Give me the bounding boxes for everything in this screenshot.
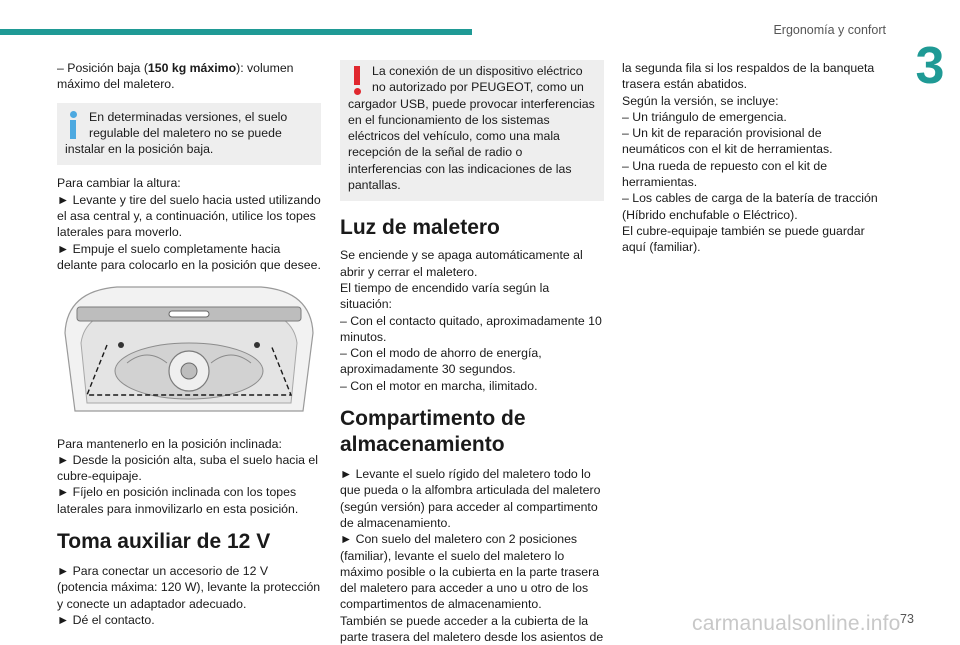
info-note-line: regulable del maletero no se puede <box>89 125 282 140</box>
paragraph: El cubre-equipaje también se puede guardar aquí (familiar). <box>622 223 865 255</box>
watermark: carmanualsonline.info <box>692 612 901 635</box>
step: ► Levante y tire del suelo hacia usted utilizando el asa central y, a continuación, utilice los topes laterales para moverlo. <box>57 192 321 240</box>
info-note <box>57 103 321 166</box>
paragraph: la segunda fila si los respaldos de la banqueta trasera están abatidos. <box>622 61 875 92</box>
list-item: – Un triángulo de emergencia. <box>622 109 787 124</box>
trunk-floor-illustration <box>57 283 321 419</box>
column-middle <box>340 60 604 645</box>
paragraph: Para mantenerlo en la posición inclinada: <box>57 436 282 451</box>
info-icon <box>69 111 77 139</box>
paragraph: El tiempo de encendido varía según la situación: <box>340 280 550 312</box>
warning-note-line: no autorizado por PEUGEOT, como un <box>372 80 584 95</box>
info-note-line: instalar en la posición baja. <box>65 142 214 157</box>
paragraph: Para cambiar la altura: <box>57 176 181 191</box>
low-position-text: – Posición baja (150 kg máximo): volumen máximo del maletero. <box>57 61 294 92</box>
heading-luz-maletero: Luz de maletero <box>340 216 500 240</box>
step: ► Fíjelo en posición inclinada con los topes laterales para inmovilizarlo en esta posición. <box>57 485 299 516</box>
chapter-number: 3 <box>915 37 945 95</box>
heading-toma-auxiliar: Toma auxiliar de 12 V <box>57 530 271 554</box>
step: ► Desde la posición alta, suba el suelo hacia el cubre-equipaje. <box>57 452 318 484</box>
step: ► Para conectar un accesorio de 12 V (potencia máxima: 120 W), levante la protección y conecte un adaptador adecuado. <box>57 564 321 611</box>
column-left <box>57 60 321 628</box>
page-number: 73 <box>900 612 914 626</box>
step: ► Levante el suelo rígido del maletero todo lo que pueda o la alfombra articulada del maletero (según versión) para acceder al compartimento de almacenamiento. <box>340 467 601 530</box>
info-note-line: En determinadas versiones, el suelo <box>89 109 288 124</box>
header-accent-bar <box>0 29 472 35</box>
warning-note-line: La conexión de un dispositivo eléctrico <box>372 64 583 78</box>
list-item: – Con el modo de ahorro de energía, aproximadamente 30 segundos. <box>340 346 542 377</box>
warning-note-text: cargador USB, puede provocar interferencias en el funcionamiento de los sistemas eléctricos del vehículo, como una mala recepción de la señal de radio o interferencias con las indicaciones de las pantallas. <box>348 96 595 193</box>
paragraph: Según la versión, se incluye: <box>622 93 779 108</box>
list-item: – Con el contacto quitado, aproximadamente 10 minutos. <box>340 313 602 344</box>
step: ► Empuje el suelo completamente hacia delante para colocarlo en la posición que desee. <box>57 241 321 272</box>
list-item: – Una rueda de repuesto con el kit de herramientas. <box>622 158 828 190</box>
section-title: Ergonomía y confort <box>773 23 886 37</box>
heading-compartimento: Compartimento de almacenamiento <box>340 407 526 457</box>
paragraph: Se enciende y se apaga automáticamente al abrir y cerrar el maletero. <box>340 248 583 279</box>
warning-icon <box>352 66 362 96</box>
list-item: – Con el motor en marcha, ilimitado. <box>340 378 538 393</box>
list-item: – Un kit de reparación provisional de neumáticos con el kit de herramientas. <box>622 126 833 157</box>
list-item: – Los cables de carga de la batería de tracción (Híbrido enchufable o Eléctrico). <box>622 191 878 222</box>
step: ► Dé el contacto. <box>57 612 155 627</box>
column-right <box>622 60 886 256</box>
step: ► Con suelo del maletero con 2 posiciones (familiar), levante el suelo del maletero lo máximo posible o la cubierta en la parte trasera del maletero para acceder a uno u otro de los compartimentos de almacenamiento. <box>340 532 600 612</box>
warning-note <box>340 60 604 201</box>
paragraph: También se puede acceder a la cubierta de la parte trasera del maletero desde los asientos de <box>340 613 604 645</box>
